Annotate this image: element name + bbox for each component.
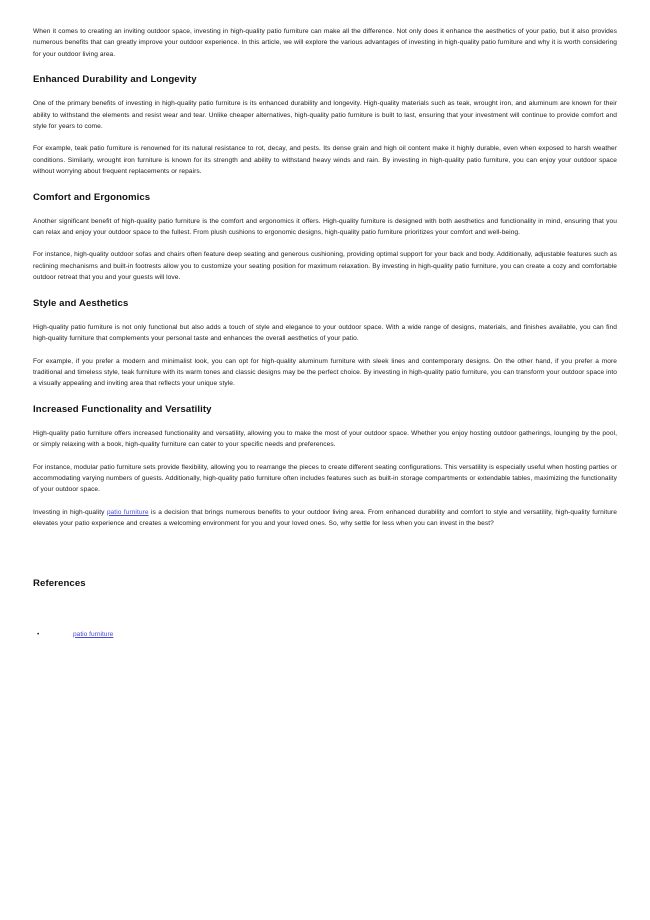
section-heading-comfort: Comfort and Ergonomics	[33, 191, 151, 203]
intro-paragraph: When it comes to creating an inviting outdoor space, investing in high-quality patio furniture can make all the difference. Not only does it enhance the aesthetics of your patio, but it also provides numerous benefits that can greatly improve your outdoor experience. In this article, we will explore the various advantages of investing in high-quality patio furniture and why it is worth considering for your outdoor living area.	[33, 28, 617, 58]
references-spacer	[33, 541, 617, 577]
section-heading-functionality: Increased Functionality and Versatility	[33, 403, 212, 415]
section-functionality-paragraph-2: For instance, modular patio furniture sets provide flexibility, allowing you to rearrange the pieces to create different seating configurations. This versatility is especially useful when hosting parties or accommodating varying numbers of guests. Additionally, high-quality patio furniture often includes features such as built-in storage compartments or extendable tables, maximizing the functionality of your outdoor space.	[33, 463, 617, 494]
section-heading-durability: Enhanced Durability and Longevity	[33, 74, 197, 86]
bullet-icon: •	[37, 630, 40, 638]
references-heading: References	[33, 577, 86, 589]
section-heading-style: Style and Aesthetics	[33, 297, 129, 309]
inline-patio-furniture-link[interactable]: patio furniture	[106, 508, 149, 516]
references-list	[33, 629, 617, 640]
section-functionality-paragraph-1: High-quality patio furniture offers increased functionality and versatility, allowing you to make the most of your outdoor space. Whether you enjoy hosting outdoor gatherings, lounging by the pool, or simply relaxing with a book, high-quality furniture can cater to your specific needs and preferences.	[33, 429, 617, 449]
closing-paragraph	[33, 507, 617, 530]
document-content	[33, 26, 617, 640]
section-comfort-paragraph-1: Another significant benefit of high-quality patio furniture is the comfort and ergonomics it offers. High-quality furniture is designed with both aesthetics and functionality in mind, ensuring that you can relax and enjoy your outdoor space to the fullest. From plush cushions to ergonomic designs, high-quality patio furniture prioritizes your comfort and well-being.	[33, 217, 617, 237]
section-durability-paragraph-2: For example, teak patio furniture is renowned for its natural resistance to rot, decay, and pests. Its dense grain and high oil content make it highly durable, even when exposed to harsh weather conditions. Similarly, wrought iron furniture is known for its strength and ability to withstand heavy winds and rain. By investing in high-quality patio furniture, you can enjoy your outdoor space without worrying about frequent replacements or repairs.	[33, 145, 617, 176]
section-durability-paragraph-1: One of the primary benefits of investing in high-quality patio furniture is its enhanced durability and longevity. High-quality materials such as teak, wrought iron, and aluminum are known for their ability to withstand the elements and resist wear and tear. Unlike cheaper alternatives, high-quality patio furniture is built to last, ensuring that your investment will continue to provide comfort and style for years to come.	[33, 100, 617, 131]
references-list-gap	[33, 590, 617, 629]
list-item	[33, 629, 617, 640]
closing-text-after-link: is a decision that brings numerous benefits to your outdoor living area. From enhanced durability and comfort to style and versatility, high-quality furniture elevates your patio experience and creates a welcoming environment for you and your loved ones. So, why settle for less when you can invest in the best?	[33, 508, 617, 528]
section-style-paragraph-1: High-quality patio furniture is not only functional but also adds a touch of style and elegance to your outdoor space. With a wide range of designs, materials, and finishes available, you can find high-quality furniture that complements your personal taste and enhances the overall aesthetics of your patio.	[33, 323, 617, 343]
section-comfort-paragraph-2: For instance, high-quality outdoor sofas and chairs often feature deep seating and generous cushioning, providing optimal support for your back and body. Additionally, adjustable features such as reclining mechanisms and built-in footrests allow you to customize your seating position for maximum relaxation. By investing in high-quality patio furniture, you can create a cozy and comfortable outdoor retreat that you and your guests will love.	[33, 251, 617, 282]
closing-text-before-link: Investing in high-quality	[33, 508, 107, 516]
reference-patio-furniture-link[interactable]: patio furniture	[73, 630, 114, 638]
section-style-paragraph-2: For example, if you prefer a modern and minimalist look, you can opt for high-quality aluminum furniture with sleek lines and contemporary designs. On the other hand, if you prefer a more traditional and timeless style, teak furniture with its warm tones and classic designs may be the perfect choice. By investing in high-quality patio furniture, you can transform your outdoor space into a visually appealing and inviting area that reflects your unique style.	[33, 357, 617, 388]
